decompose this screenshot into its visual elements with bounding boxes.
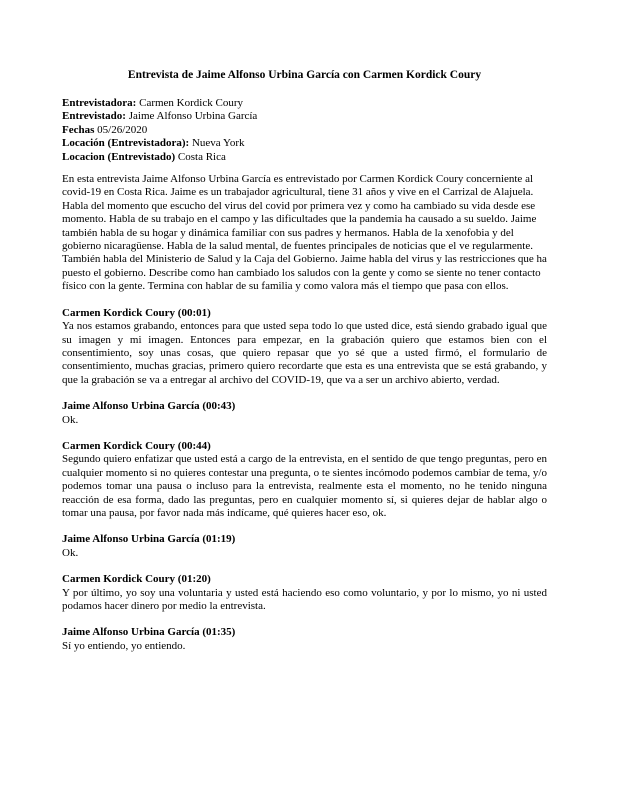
utterance-text: Sí yo entiendo, yo entiendo. [62, 639, 186, 652]
speaker-timestamp: (00:01) [177, 306, 211, 319]
speaker-heading [62, 533, 547, 546]
speaker-name: Jaime Alfonso Urbina García [62, 626, 200, 639]
metadata-value: Jaime Alfonso Urbina García [128, 110, 258, 123]
speaker-heading [62, 440, 547, 453]
metadata-value: Nueva York [191, 137, 245, 150]
metadata-value: 05/26/2020 [97, 123, 148, 136]
utterance-text: Y por último, yo soy una voluntaria y usted está haciendo eso como voluntario, y por lo mismo, yo ni usted podamos hacer dinero por medio la entrevista. [62, 586, 547, 612]
dialogue-turn [62, 573, 547, 613]
speaker-timestamp: (01:20) [177, 573, 211, 586]
metadata-value: Costa Rica [177, 150, 226, 163]
speaker-name: Carmen Kordick Coury [62, 439, 176, 452]
speaker-timestamp: (01:35) [202, 626, 236, 639]
speaker-timestamp: (00:44) [177, 439, 211, 452]
metadata-label: Locacion (Entrevistado) [62, 150, 176, 163]
dialogue-turn [62, 400, 547, 427]
metadata-label: Entrevistado: [62, 110, 126, 123]
speaker-timestamp: (00:43) [202, 400, 236, 413]
speaker-name: Jaime Alfonso Urbina García [62, 533, 200, 546]
metadata-line-interviewer [62, 97, 547, 110]
speaker-timestamp: (01:19) [202, 533, 236, 546]
document-title: Entrevista de Jaime Alfonso Urbina García con Carmen Kordick Coury [127, 69, 482, 81]
speaker-name: Carmen Kordick Coury [62, 573, 176, 586]
metadata-label: Locación (Entrevistadora): [62, 137, 190, 150]
utterance-text: Segundo quiero enfatizar que usted está a cargo de la entrevista, en el sentido de que tengo preguntas, pero en cualquier momento si no quieres contestar una pregunta, o te sientes incómodo podemos cambiar de tema, y/o podemos tomar una pausa o incluso para la entrevista, realmente esta el momento, no he tenido ninguna reacción de esa forma, dado las preguntas, pero en cualquier momento sí, si quieres dejar de hablar algo o tomar una pausa, por favor nada más indícame, qué quieres hacer eso, ok. [62, 453, 547, 519]
document-content [62, 68, 547, 653]
dialogue-turn [62, 440, 547, 520]
speaker-heading [62, 573, 547, 586]
metadata-value: Carmen Kordick Coury [139, 97, 243, 109]
metadata-label: Entrevistadora: [62, 97, 137, 109]
dialogue-turn [62, 533, 547, 560]
dialogue-turn [62, 626, 547, 653]
metadata-line-interviewer-location [62, 137, 547, 150]
metadata-line-interviewee-location [62, 151, 547, 164]
metadata-line-interviewee [62, 110, 547, 123]
summary-paragraph: En esta entrevista Jaime Alfonso Urbina García es entrevistado por Carmen Kordick Coury concerniente al covid-19 en Costa Rica. Jaime es un trabajador agricultural, tiene 31 años y vive en el Carrizal de Alajuela. Habla del momento que escucho del virus del covid por primera vez y como ha cambiado su vida desde ese momento. Habla de su trabajo en el campo y las dificultades que la pandemia ha causado a su sueldo. Jaime también habla de su hogar y dinámica familiar con sus padres y hermanos. Habla de la xenofobia y del gobierno nicaragüense. Habla de la salud mental, de fuentes principales de noticias que el ve regularmente. También habla del Ministerio de Salud y la Caja del Gobierno. Jaime habla del virus y las restricciones que ha puesto el gobierno. Describe como han cambiado los saludos con la gente y como se siente no tener contacto físico con la gente. Termina con hablar de su familia y como valora más el tiempo que pasa con ellos. [62, 173, 547, 293]
metadata-block [62, 97, 547, 164]
speaker-heading [62, 400, 547, 413]
utterance-text: Ok. [62, 413, 79, 426]
utterance-text: Ya nos estamos grabando, entonces para que usted sepa todo lo que usted dice, está siendo grabado igual que su imagen y mi imagen. Entonces para empezar, en la grabación quiero que estamos bien con el consentimiento, soy unas cosas, que quiero repasar que yo sé que a usted firmó, el formulario de consentimiento, muchas gracias, primero quiero recordarte que esta es una entrevista que se está grabando, y que la grabación se va a entregar al archivo del COVID-19, que va a ser un archivo abierto, verdad. [62, 320, 547, 386]
speaker-heading [62, 626, 547, 639]
speaker-name: Jaime Alfonso Urbina García [62, 400, 200, 413]
speaker-heading [62, 307, 547, 320]
dialogue-turn [62, 307, 547, 387]
speaker-name: Carmen Kordick Coury [62, 306, 176, 319]
utterance-text: Ok. [62, 546, 79, 559]
metadata-line-date [62, 124, 547, 137]
metadata-label: Fechas [62, 123, 95, 136]
